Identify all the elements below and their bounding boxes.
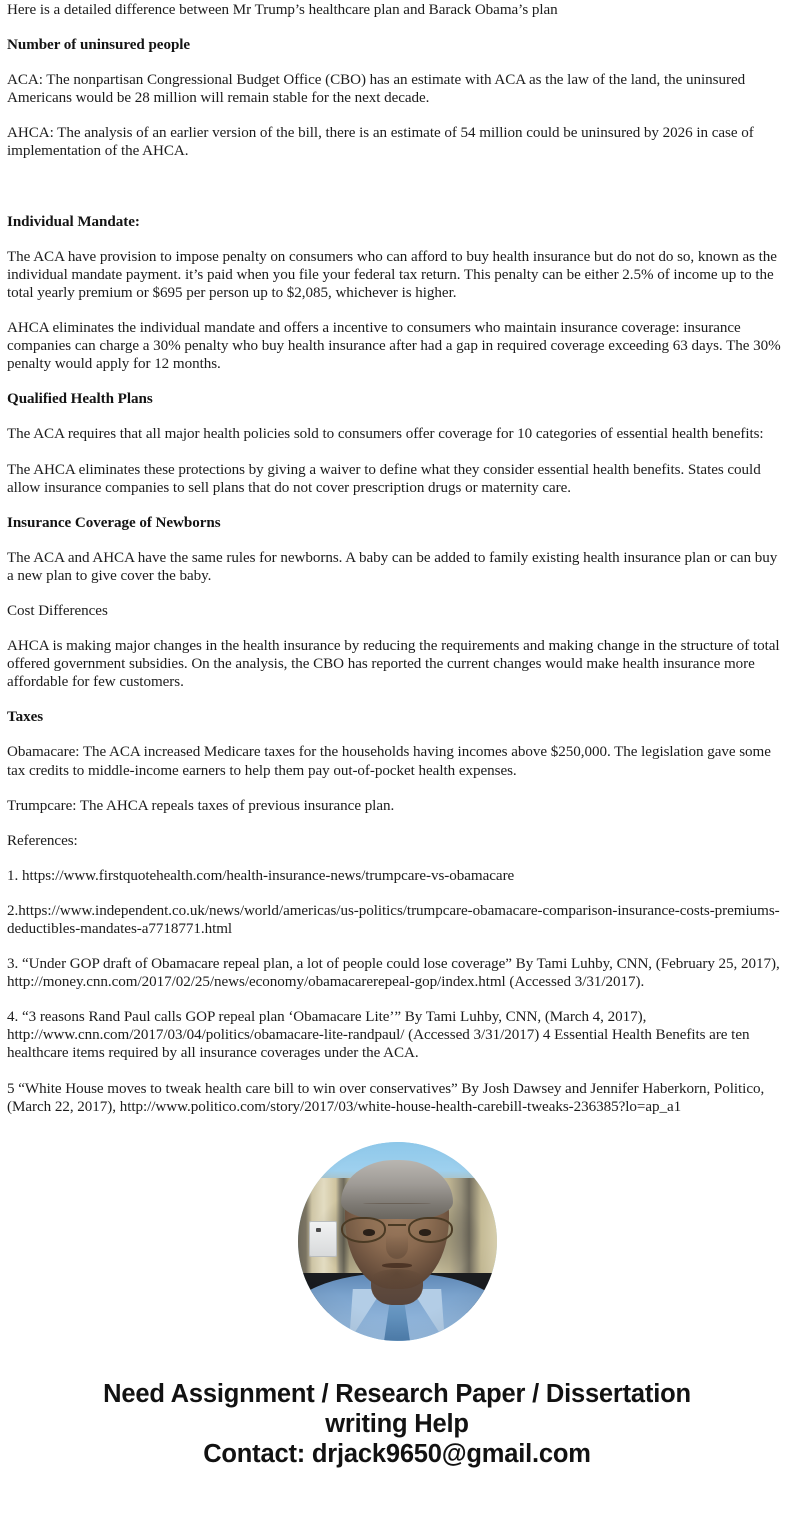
footer-cta [7,1379,787,1469]
reference-item: 4. “3 reasons Rand Paul calls GOP repeal plan ‘Obamacare Lite’” By Tami Luhby, CNN, (March 4, 2017), http://www.cnn.com/2017/03/04/politics/obamacare-lite-randpaul/ (Accessed 3/31/2017) 4 Essential Health Benefits are ten healthcare items required by all insurance coverages under the ACA. [7,1009,750,1062]
section-paragraph: AHCA is making major changes in the health insurance by reducing the requirements and making change in the structure of total offered government subsidies. On the analysis, the CBO has reported the current changes would make health insurance more affordable for few customers. [7,638,780,691]
footer-line-3-contact: Contact: drjack9650@gmail.com [203,1439,591,1468]
reference-item: 2.https://www.independent.co.uk/news/world/americas/us-politics/trumpcare-obamacare-comparison-insurance-costs-premiums-deductibles-mandates-a7718771.html [7,902,780,937]
section-paragraph: The ACA and AHCA have the same rules for newborns. A baby can be added to family existing health insurance plan or can buy a new plan to give cover the baby. [7,549,778,584]
section-heading-insurance-coverage-of-newborns: Insurance Coverage of Newborns [7,514,221,531]
section-heading-individual-mandate: Individual Mandate: [7,213,140,230]
section-heading-cost-differences: Cost Differences [7,602,108,619]
section-heading-qualified-health-plans: Qualified Health Plans [7,391,153,408]
avatar-vignette [298,1142,497,1341]
section-paragraph: The ACA requires that all major health policies sold to consumers offer coverage for 10 categories of essential health benefits: [7,426,764,443]
section-heading-taxes: Taxes [7,709,44,726]
avatar [298,1142,497,1341]
section-paragraph: Obamacare: The ACA increased Medicare taxes for the households having incomes above $250,000. The legislation gave some tax credits to middle-income earners to help them pay out-of-pocket health expenses. [7,744,771,779]
section-paragraph: The ACA have provision to impose penalty on consumers who can afford to buy health insurance but do not do so, known as the individual mandate payment. it’s paid when you file your federal tax return. This penalty can be either 2.5% of income up to the total yearly premium or $695 per person up to $2,085, whichever is higher. [7,248,777,301]
section-paragraph: Trumpcare: The AHCA repeals taxes of previous insurance plan. [7,797,395,814]
section-paragraph: The AHCA eliminates these protections by giving a waiver to define what they consider essential health benefits. States could allow insurance companies to sell plans that do not cover prescription drugs or maternity care. [7,461,761,496]
footer-line-2: writing Help [325,1409,469,1438]
section-paragraph: ACA: The nonpartisan Congressional Budget Office (CBO) has an estimate with ACA as the law of the land, the uninsured Americans would be 28 million will remain stable for the next decade. [7,72,746,107]
footer-line-1: Need Assignment / Research Paper / Dissertation [103,1379,691,1408]
avatar-container [7,1142,787,1341]
reference-item: 5 “White House moves to tweak health care bill to win over conservatives” By Josh Dawsey and Jennifer Haberkorn, Politico, (March 22, 2017), http://www.politico.com/story/2017/03/white-house-health-carebill-tweaks-236385?lo=ap_a1 [7,1080,765,1115]
intro-paragraph: Here is a detailed difference between Mr Trump’s healthcare plan and Barack Obama’s plan [7,2,558,18]
section-paragraph: AHCA: The analysis of an earlier version of the bill, there is an estimate of 54 million could be uninsured by 2026 in case of implementation of the AHCA. [7,125,754,160]
reference-item: 3. “Under GOP draft of Obamacare repeal plan, a lot of people could lose coverage” By Tami Luhby, CNN, (February 25, 2017), http://money.cnn.com/2017/02/25/news/economy/obamacarerepeal-gop/index.html (Accessed 3/31/2017). [7,956,780,991]
reference-item: 1. https://www.firstquotehealth.com/health-insurance-news/trumpcare-vs-obamacare [7,867,515,884]
blank-paragraph [7,178,787,196]
section-heading-number-of-uninsured-people: Number of uninsured people [7,37,191,54]
references-label: References: [7,832,78,849]
section-paragraph: AHCA eliminates the individual mandate and offers a incentive to consumers who maintain insurance coverage: insurance companies can charge a 30% penalty who buy health insurance after had a gap in required coverage exceeding 63 days. The 30% penalty would apply for 12 months. [7,320,781,373]
